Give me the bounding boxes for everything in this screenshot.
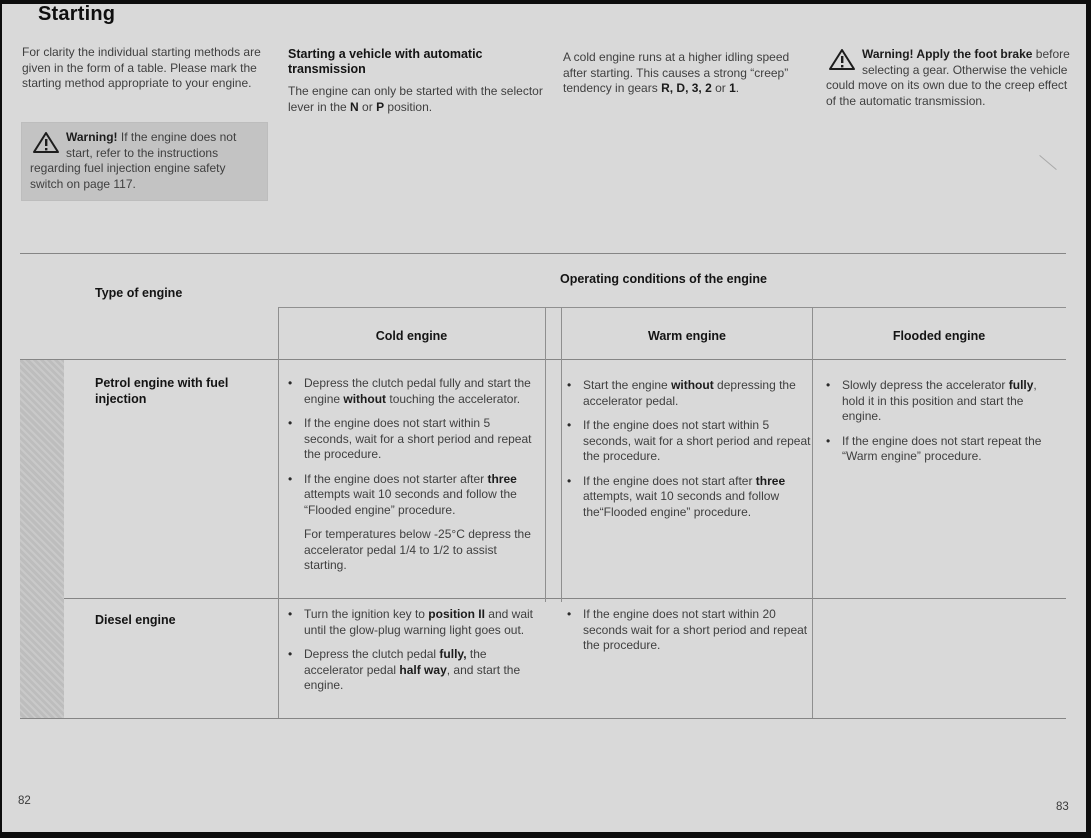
col-header-flooded-engine: Flooded engine [892, 329, 986, 343]
table-rule-bottom [20, 718, 1066, 719]
intro-paragraph-1: For clarity the individual starting methods are given in the form of a table. Please mark the starting method appropriate to your engine. [22, 45, 261, 90]
bullet-icon: • [826, 433, 831, 448]
section-heading: Starting a vehicle with automatic transmission [288, 47, 483, 76]
col-header-cold-engine: Cold engine [375, 329, 448, 343]
cell-diesel-warm [567, 607, 811, 663]
intro-section-automatic [288, 47, 544, 115]
warning-text: Warning! If the engine does not start, refer to the instructions regarding fuel injection engine safety switch on page 117. [30, 130, 237, 191]
bullet-item: • If the engine does not start within 5 seconds, wait for a short period and repeat the procedure. [567, 418, 811, 463]
row-label-diesel-engine: Diesel engine [95, 613, 176, 627]
table-vline-type-cold [278, 307, 279, 718]
bullet-item: • If the engine does not start within 20 seconds wait for a short period and repeat the procedure. [567, 607, 808, 652]
bullet-icon: • [288, 416, 293, 430]
bullet-icon: • [288, 471, 293, 486]
bullet-item: • Depress the clutch pedal fully, the accelerator pedal half way, and start the engine. [288, 647, 521, 692]
page-title: Starting [38, 3, 116, 25]
table-rule-row-divider [20, 598, 1066, 599]
bullet-icon: • [288, 376, 293, 390]
bullet-item: • If the engine does not start repeat the “Warm engine” procedure. [826, 433, 1042, 463]
table-rule-top [20, 253, 1066, 254]
bullet-item: • Start the engine without depressing the accelerator pedal. [567, 378, 796, 408]
warning-box-fuel-injection [22, 123, 267, 200]
bullet-item: • Slowly depress the accelerator fully, hold it in this position and start the engine. [826, 378, 1037, 423]
table-vline-warm-flooded [812, 307, 813, 718]
bullet-icon: • [567, 418, 572, 432]
bullet-icon: • [288, 607, 293, 621]
col-header-type-of-engine: Type of engine [95, 286, 183, 300]
warning-triangle-icon [828, 48, 856, 72]
table-left-gray-strip [20, 360, 64, 718]
bullet-item: • If the engine does not start within 5 seconds, wait for a short period and repeat the procedure. [288, 416, 532, 461]
warning-triangle-icon [32, 131, 60, 155]
scan-edge-top [0, 0, 1091, 4]
table-vline-cold-warm-b [561, 307, 562, 602]
cell-petrol-cold [288, 376, 541, 574]
bullet-icon: • [567, 607, 572, 621]
intro-paragraph-creep: A cold engine runs at a higher idling speed after starting. This causes a strong “creep” tendency in gears R, D, 3, 2 or 1. [563, 50, 790, 95]
scan-edge-bottom [0, 832, 1091, 838]
scan-edge-right [1086, 0, 1091, 838]
bullet-icon: • [826, 378, 831, 392]
bullet-icon: • [567, 378, 572, 392]
group-header-operating-conditions: Operating conditions of the engine [560, 272, 767, 286]
table-vline-cold-warm-a [545, 307, 546, 602]
section-paragraph: The engine can only be started with the selector lever in the N or P position. [288, 84, 543, 114]
col-header-warm-engine: Warm engine [647, 329, 727, 343]
cell-petrol-warm [567, 378, 811, 529]
bullet-item: • Depress the clutch pedal fully and start the engine without touching the accelerator. [288, 376, 531, 406]
table-rule-subheader [278, 307, 1066, 308]
cell-note: For temperatures below -25°C depress the accelerator pedal 1/4 to 1/2 to assist starting. [304, 527, 531, 572]
cell-diesel-cold [288, 607, 541, 703]
bullet-icon: • [567, 473, 572, 488]
page-number-right: 83 [1056, 801, 1069, 813]
bullet-icon: • [288, 647, 293, 661]
row-label-petrol-engine: Petrol engine with fuel injection [95, 376, 229, 406]
warning-foot-brake [826, 47, 1070, 109]
table-rule-header-bottom [20, 359, 1066, 360]
bullet-item: • If the engine does not start after three attempts, wait 10 seconds and follow the“Flooded engine” procedure. [567, 473, 786, 519]
bullet-item: • If the engine does not starter after three attempts wait 10 seconds and follow the “Flooded engine” procedure. [288, 471, 517, 517]
scan-scratch-artifact [1039, 155, 1056, 170]
cell-petrol-flooded [826, 378, 1060, 474]
page-number-left: 82 [18, 795, 31, 807]
warning-text: Warning! Apply the foot brake before selecting a gear. Otherwise the vehicle could move on its own due to the creep effect of the automatic transmission. [826, 47, 1070, 108]
bullet-item: • Turn the ignition key to position II and wait until the glow-plug warning light goes out. [288, 607, 533, 637]
scan-edge-left [0, 0, 2, 838]
